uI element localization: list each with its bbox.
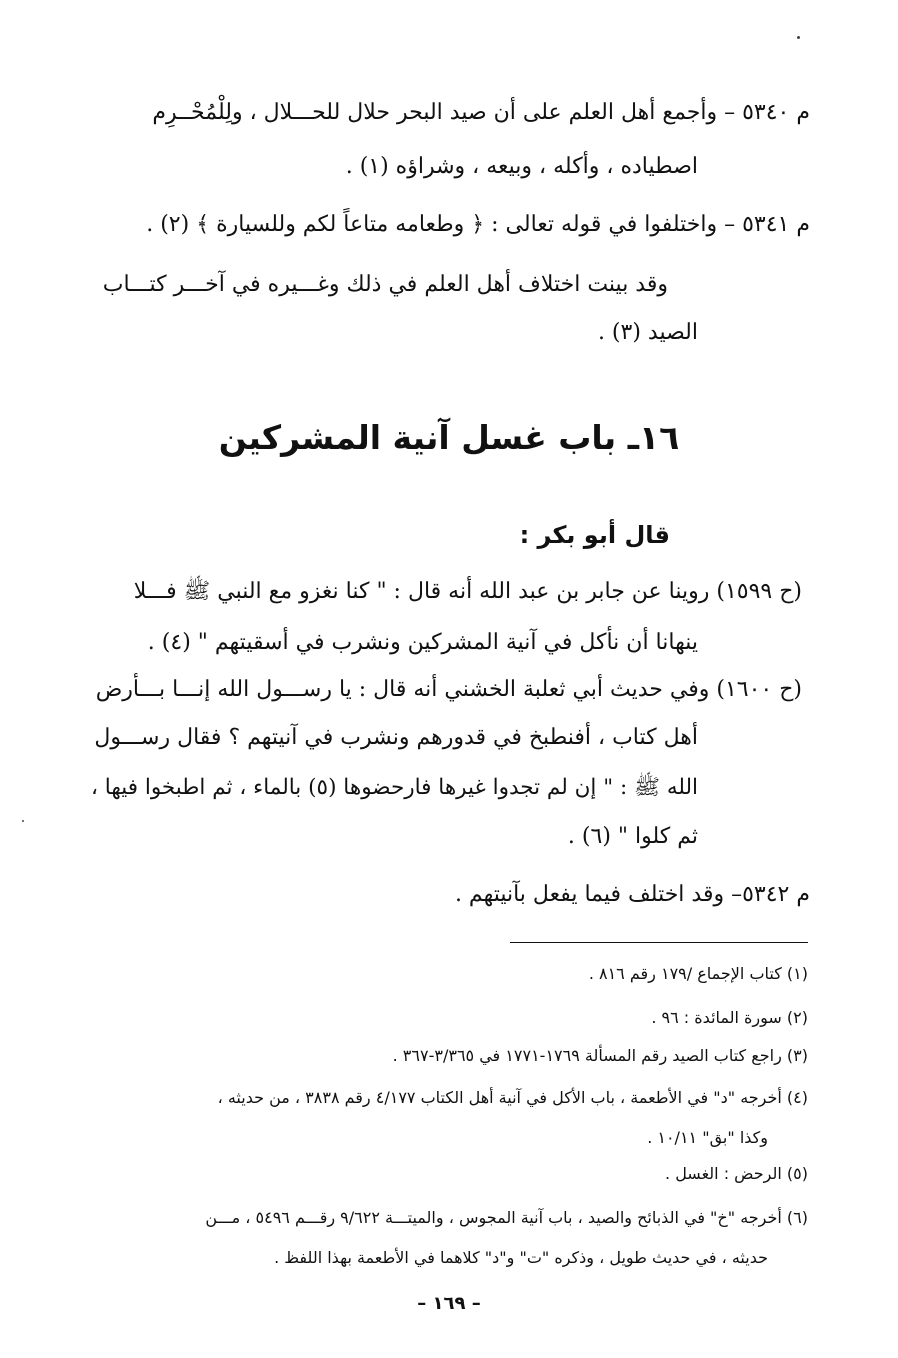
- footnote-4-continuation: وكذا "بق" ١٠/١١ .: [647, 1128, 768, 1147]
- scan-speck: [22, 820, 24, 822]
- footnote-6-continuation: حديثه ، في حديث طويل ، وذكره "ت" و"د" كلاهما في الأطعمة بهذا اللفظ .: [274, 1248, 768, 1267]
- hadith-1600-line-2: أهل كتاب ، أفنطبخ في قدورهم ونشرب في آنيتهم ؟ فقال رســـول: [94, 725, 698, 750]
- chapter-heading: ١٦ـ باب غسل آنية المشركين: [218, 418, 680, 457]
- footnote-4: (٤) أخرجه "د" في الأطعمة ، باب الأكل في آنية أهل الكتاب ٤/١٧٧ رقم ٣٨٣٨ ، من حديثه ،: [217, 1088, 808, 1107]
- hadith-1599-line-2: ينهانا أن نأكل في آنية المشركين ونشرب في أسقيتهم " (٤) .: [147, 630, 698, 655]
- footnote-6: (٦) أخرجه "خ" في الذبائح والصيد ، باب آنية المجوس ، والميتـــة ٩/٦٢٢ رقـــم ٥٤٩٦ ، مـــن: [205, 1208, 808, 1227]
- hadith-1600-line-3: الله ﷺ : " إن لم تجدوا غيرها فارحضوها (٥) بالماء ، ثم اطبخوا فيها ،: [91, 775, 698, 800]
- paragraph-ikhtilaf-line-1: وقد بينت اختلاف أهل العلم في ذلك وغـــيره في آخـــر كتـــاب: [102, 272, 668, 297]
- hadith-1600-line-4: ثم كلوا " (٦) .: [567, 824, 698, 849]
- footnote-1: (١) كتاب الإجماع /١٧٩ رقم ٨١٦ .: [588, 964, 808, 983]
- paragraph-5342-line-1: م ٥٣٤٢– وقد اختلف فيما يفعل بآنيتهم .: [454, 882, 810, 907]
- paragraph-5340-line-2: اصطياده ، وأكله ، وبيعه ، وشراؤه (١) .: [345, 154, 698, 179]
- footnote-2: (٢) سورة المائدة : ٩٦ .: [651, 1008, 808, 1027]
- scan-speck: [797, 36, 800, 39]
- paragraph-ikhtilaf-line-2: الصيد (٣) .: [597, 320, 698, 345]
- hadith-1599-line-1: (ح ١٥٩٩) روينا عن جابر بن عبد الله أنه قال : " كنا نغزو مع النبي ﷺ فـــلا: [133, 579, 802, 604]
- hadith-1600-line-1: (ح ١٦٠٠) وفي حديث أبي ثعلبة الخشني أنه قال : يا رســـول الله إنـــا بـــأرض: [95, 677, 802, 702]
- paragraph-5341-line-1: م ٥٣٤١ – واختلفوا في قوله تعالى : ﴿ وطعامه متاعاً لكم وللسيارة ﴾ (٢) .: [146, 212, 810, 237]
- footnote-5: (٥) الرحض : الغسل .: [665, 1164, 808, 1183]
- footnote-3: (٣) راجع كتاب الصيد رقم المسألة ١٧٦٩-١٧٧١ في ٣/٣٦٥-٣٦٧ .: [392, 1046, 808, 1065]
- speaker-line: قال أبو بكر :: [519, 521, 670, 549]
- footnote-separator: [510, 942, 808, 943]
- page-number: – ١٦٩ –: [417, 1293, 481, 1314]
- paragraph-5340-line-1: م ٥٣٤٠ – وأجمع أهل العلم على أن صيد البحر حلال للحـــلال ، ولِلْمُحْــرِم: [152, 100, 810, 125]
